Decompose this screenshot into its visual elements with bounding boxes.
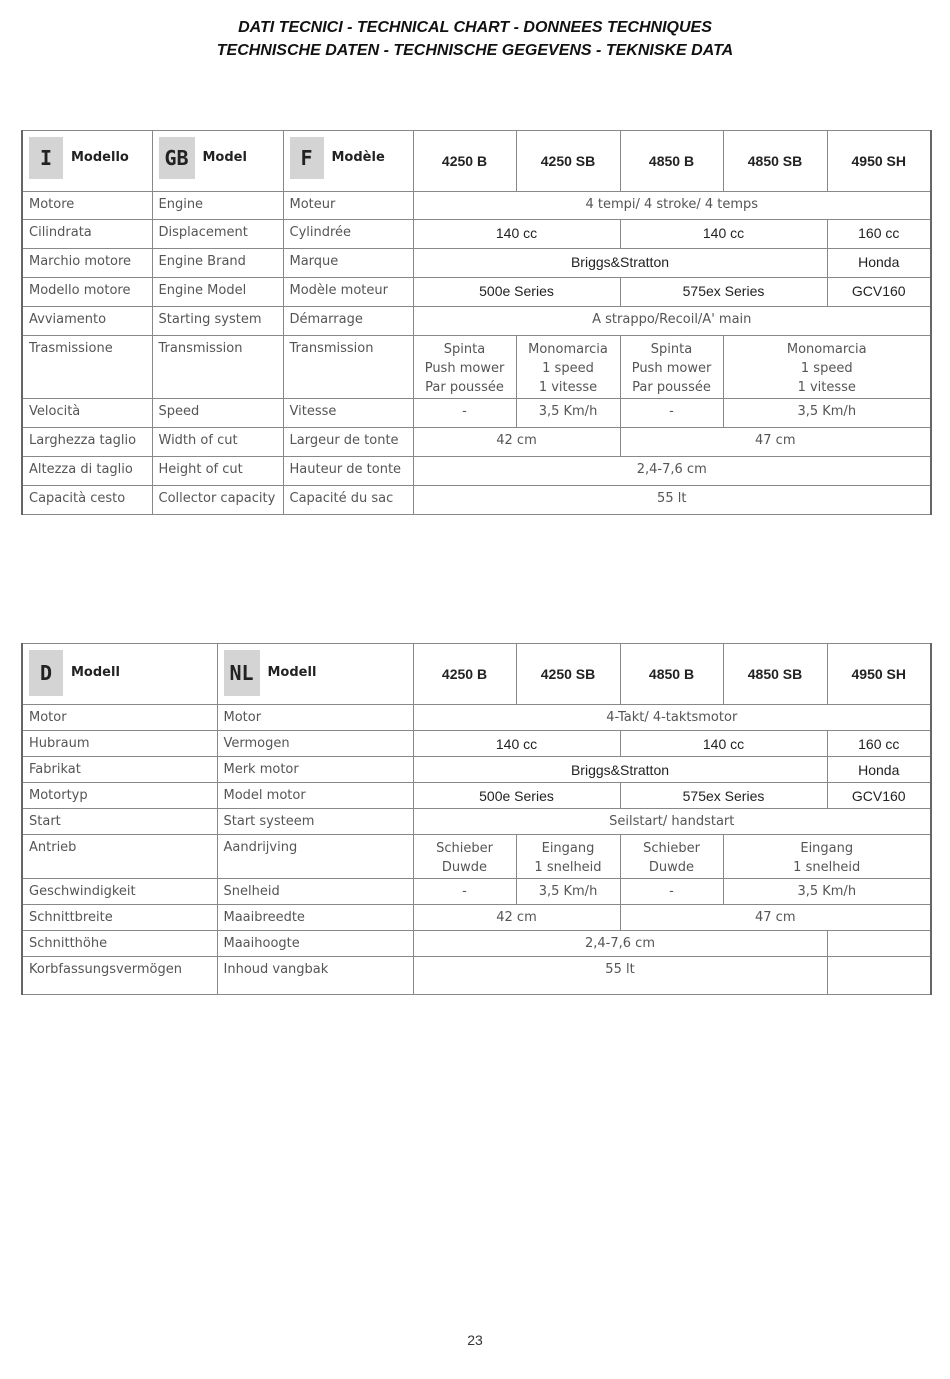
row-label: Maaibreedte <box>217 905 413 931</box>
table-row <box>22 783 931 809</box>
model-header: 4850 B <box>620 131 723 192</box>
row-label: Engine Model <box>152 278 283 307</box>
table-row <box>22 249 931 278</box>
header-row <box>22 644 931 705</box>
row-label: Start <box>22 809 217 835</box>
cell-value <box>516 336 620 399</box>
table-row <box>22 905 931 931</box>
cell-value: 140 cc <box>620 731 827 757</box>
cell-value: 140 cc <box>620 220 827 249</box>
row-label: Transmission <box>283 336 413 399</box>
row-label: Marque <box>283 249 413 278</box>
row-label: Marchio motore <box>22 249 152 278</box>
row-label: Hauteur de tonte <box>283 457 413 486</box>
model-header: 4850 SB <box>723 131 827 192</box>
cell-value: 2,4-7,6 cm <box>413 457 931 486</box>
cell-value: 160 cc <box>827 731 931 757</box>
cell-value: - <box>620 399 723 428</box>
lang-badge-d: D <box>29 650 63 696</box>
row-label: Collector capacity <box>152 486 283 515</box>
row-label: Cilindrata <box>22 220 152 249</box>
table-row <box>22 336 931 399</box>
cell-value: 160 cc <box>827 220 931 249</box>
row-label: Largeur de tonte <box>283 428 413 457</box>
model-header: 4250 B <box>413 131 516 192</box>
row-label: Altezza di taglio <box>22 457 152 486</box>
cell-line: Eingang <box>541 841 595 856</box>
row-label: Motore <box>22 192 152 220</box>
row-label: Width of cut <box>152 428 283 457</box>
cell-line: 1 snelheid <box>534 860 602 875</box>
table-row <box>22 486 931 515</box>
lang-header-i <box>22 131 152 192</box>
cell-line: Schieber <box>643 841 700 856</box>
cell-value: - <box>413 879 516 905</box>
model-header: 4250 B <box>413 644 516 705</box>
table-row <box>22 192 931 220</box>
row-label: Larghezza taglio <box>22 428 152 457</box>
cell-value: Briggs&Stratton <box>413 757 827 783</box>
table-row <box>22 957 931 995</box>
cell-value: 575ex Series <box>620 278 827 307</box>
cell-value: 3,5 Km/h <box>516 399 620 428</box>
cell-line: Eingang <box>800 841 854 856</box>
page-number: 23 <box>467 1332 483 1348</box>
row-label: Transmission <box>152 336 283 399</box>
row-label: Schnittbreite <box>22 905 217 931</box>
cell-value: 575ex Series <box>620 783 827 809</box>
cell-value: 140 cc <box>413 731 620 757</box>
row-label: Modèle moteur <box>283 278 413 307</box>
cell-value: Honda <box>827 757 931 783</box>
row-label: Trasmissione <box>22 336 152 399</box>
cell-value <box>723 336 931 399</box>
row-label: Geschwindigkeit <box>22 879 217 905</box>
row-label: Start systeem <box>217 809 413 835</box>
cell-line: Duwde <box>648 860 695 875</box>
table-row <box>22 705 931 731</box>
cell-value: 4 tempi/ 4 stroke/ 4 temps <box>413 192 931 220</box>
table-row <box>22 457 931 486</box>
row-label: Merk motor <box>217 757 413 783</box>
header-row <box>22 131 931 192</box>
cell-value: 3,5 Km/h <box>723 399 931 428</box>
table-row <box>22 731 931 757</box>
cell-value: - <box>620 879 723 905</box>
table-row <box>22 809 931 835</box>
cell-value: 42 cm <box>413 905 620 931</box>
cell-value: GCV160 <box>827 278 931 307</box>
table-row <box>22 220 931 249</box>
empty-cell <box>827 957 931 995</box>
lang-label: Modell <box>267 665 317 680</box>
cell-line: 1 vitesse <box>538 380 598 395</box>
row-label: Vermogen <box>217 731 413 757</box>
cell-value: 3,5 Km/h <box>516 879 620 905</box>
row-label: Motor <box>217 705 413 731</box>
cell-value <box>620 835 723 879</box>
lang-label: Modell <box>71 665 120 680</box>
row-label: Aandrijving <box>217 835 413 879</box>
cell-value: 47 cm <box>620 905 931 931</box>
row-label: Capacità cesto <box>22 486 152 515</box>
lang-header-nl <box>217 644 413 705</box>
row-label: Motor <box>22 705 217 731</box>
table-row <box>22 931 931 957</box>
cell-value <box>516 835 620 879</box>
row-label: Snelheid <box>217 879 413 905</box>
cell-value: 55 lt <box>413 486 931 515</box>
cell-value: 47 cm <box>620 428 931 457</box>
lang-header-d <box>22 644 217 705</box>
cell-line: Spinta <box>650 342 693 357</box>
cell-line: 1 speed <box>800 361 853 376</box>
cell-value <box>413 835 516 879</box>
row-label: Capacité du sac <box>283 486 413 515</box>
lang-badge-gb: GB <box>159 137 195 179</box>
row-label: Maaihoogte <box>217 931 413 957</box>
cell-line: Par poussée <box>425 380 504 395</box>
cell-line: Spinta <box>443 342 486 357</box>
cell-value: A strappo/Recoil/A' main <box>413 307 931 336</box>
row-label: Hubraum <box>22 731 217 757</box>
row-label: Engine <box>152 192 283 220</box>
table-row <box>22 278 931 307</box>
lang-header-gb <box>152 131 283 192</box>
empty-cell <box>827 931 931 957</box>
table-row <box>22 428 931 457</box>
row-label: Vitesse <box>283 399 413 428</box>
table-row <box>22 879 931 905</box>
model-header: 4950 SH <box>827 131 931 192</box>
cell-line: Monomarcia <box>528 342 608 357</box>
cell-value: Seilstart/ handstart <box>413 809 931 835</box>
cell-value: Briggs&Stratton <box>413 249 827 278</box>
row-label: Height of cut <box>152 457 283 486</box>
cell-value <box>413 336 516 399</box>
cell-value: 2,4-7,6 cm <box>413 931 827 957</box>
cell-line: 1 speed <box>542 361 594 376</box>
row-label: Korbfassungsvermögen <box>22 957 217 995</box>
row-label: Antrieb <box>22 835 217 879</box>
cell-line: Push mower <box>424 361 505 376</box>
model-header: 4850 B <box>620 644 723 705</box>
lang-badge-i: I <box>29 137 63 179</box>
cell-value: GCV160 <box>827 783 931 809</box>
row-label: Moteur <box>283 192 413 220</box>
cell-value: 140 cc <box>413 220 620 249</box>
row-label: Schnitthöhe <box>22 931 217 957</box>
page-title-line-2: TECHNISCHE DATEN - TECHNISCHE GEGEVENS - TEKNISKE DATA <box>216 42 734 59</box>
cell-line: Par poussée <box>632 380 711 395</box>
cell-value: 42 cm <box>413 428 620 457</box>
page-title-line-1: DATI TECNICI - TECHNICAL CHART - DONNEES TECHNIQUES <box>238 19 712 36</box>
cell-line: Schieber <box>436 841 493 856</box>
row-label: Model motor <box>217 783 413 809</box>
row-label: Avviamento <box>22 307 152 336</box>
lang-badge-nl: NL <box>224 650 260 696</box>
lang-label: Modello <box>71 150 129 165</box>
cell-line: Duwde <box>441 860 488 875</box>
table-row <box>22 835 931 879</box>
model-header: 4250 SB <box>516 644 620 705</box>
technical-table-d-nl <box>21 643 932 995</box>
row-label: Inhoud vangbak <box>217 957 413 995</box>
technical-table-i-gb-f <box>21 130 932 515</box>
row-label: Starting system <box>152 307 283 336</box>
table-row <box>22 757 931 783</box>
model-header: 4850 SB <box>723 644 827 705</box>
lang-badge-f: F <box>290 137 324 179</box>
lang-header-f <box>283 131 413 192</box>
cell-value: 55 lt <box>413 957 827 995</box>
row-label: Fabrikat <box>22 757 217 783</box>
cell-value: 500e Series <box>413 278 620 307</box>
cell-value: - <box>413 399 516 428</box>
row-label: Speed <box>152 399 283 428</box>
cell-value: 500e Series <box>413 783 620 809</box>
cell-line: Monomarcia <box>786 342 867 357</box>
cell-value: 4-Takt/ 4-taktsmotor <box>413 705 931 731</box>
cell-line: 1 snelheid <box>793 860 861 875</box>
row-label: Velocità <box>22 399 152 428</box>
row-label: Engine Brand <box>152 249 283 278</box>
cell-value: 3,5 Km/h <box>723 879 931 905</box>
cell-line: Push mower <box>631 361 712 376</box>
cell-value <box>620 336 723 399</box>
row-label: Displacement <box>152 220 283 249</box>
model-header: 4250 SB <box>516 131 620 192</box>
cell-value <box>723 835 931 879</box>
cell-line: 1 vitesse <box>797 380 856 395</box>
row-label: Cylindrée <box>283 220 413 249</box>
table-row <box>22 399 931 428</box>
cell-value: Honda <box>827 249 931 278</box>
table-row <box>22 307 931 336</box>
row-label: Démarrage <box>283 307 413 336</box>
lang-label: Model <box>202 150 247 165</box>
model-header: 4950 SH <box>827 644 931 705</box>
row-label: Modello motore <box>22 278 152 307</box>
lang-label: Modèle <box>331 150 385 165</box>
row-label: Motortyp <box>22 783 217 809</box>
